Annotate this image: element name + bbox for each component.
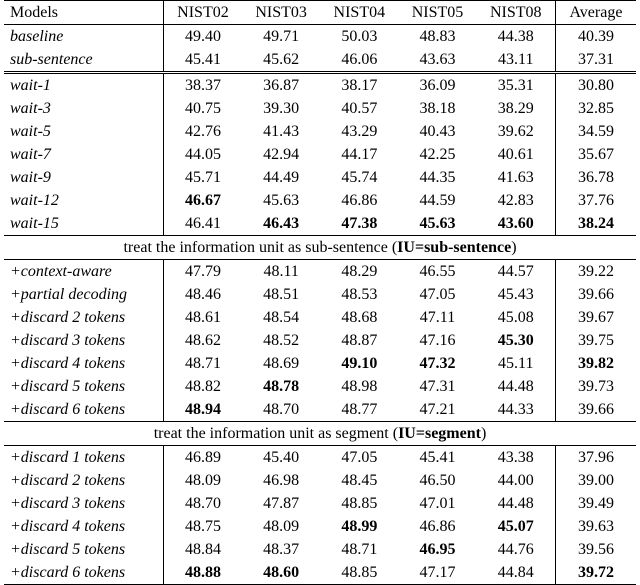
section-text-end: ) [511, 239, 517, 256]
score-cell: 48.46 [184, 286, 221, 303]
score-cell: 44.33 [477, 398, 556, 422]
header-models: Models [4, 1, 163, 25]
model-name-cell: +discard 4 tokens [4, 515, 163, 538]
score-cell: 44.38 [477, 25, 556, 49]
score-cell: 48.69 [263, 355, 300, 372]
model-name-cell: +discard 1 tokens [4, 446, 163, 470]
score-cell [242, 375, 320, 398]
table-row [4, 120, 636, 143]
score-cell [555, 352, 636, 375]
model-name-cell: wait-12 [4, 189, 163, 212]
score-cell: 49.71 [263, 28, 300, 45]
table-row [4, 515, 636, 538]
table-row [4, 212, 636, 236]
table-row [4, 375, 636, 398]
score-cell: 43.38 [477, 446, 556, 470]
score-cell: 45.40 [242, 446, 320, 470]
best-score: 47.32 [419, 355, 456, 372]
results-table [4, 0, 636, 585]
best-score: 46.43 [263, 215, 300, 232]
score-cell: 45.11 [477, 352, 556, 375]
score-cell: 40.75 [184, 100, 221, 117]
score-cell: 48.71 [184, 355, 221, 372]
score-cell: 47.11 [419, 309, 456, 326]
header-row [4, 1, 636, 25]
score-cell: 44.05 [184, 146, 221, 163]
model-name-cell: wait-9 [4, 166, 163, 189]
model-name-cell: wait-5 [4, 120, 163, 143]
score-cell: 46.86 [341, 192, 378, 209]
score-cell: 41.63 [477, 166, 556, 189]
score-cell: 39.67 [577, 309, 614, 326]
score-cell: 48.77 [341, 401, 378, 418]
table-row [4, 73, 636, 98]
score-cell [555, 212, 636, 236]
score-cell [163, 189, 242, 212]
model-name-cell: +discard 2 tokens [4, 469, 163, 492]
best-score: 45.30 [497, 332, 534, 349]
score-cell: 32.85 [577, 100, 614, 117]
table-row [4, 446, 636, 470]
score-cell: 42.25 [419, 146, 456, 163]
score-cell: 39.22 [555, 260, 636, 284]
score-cell: 48.11 [242, 260, 320, 284]
score-cell: 42.76 [184, 123, 221, 140]
score-cell: 47.05 [419, 286, 456, 303]
score-cell: 46.89 [163, 446, 242, 470]
table-row [4, 352, 636, 375]
score-cell: 48.62 [184, 332, 221, 349]
best-score: 39.72 [577, 564, 614, 581]
score-cell: 45.43 [477, 283, 556, 306]
score-cell: 40.39 [577, 28, 614, 45]
best-score: 48.88 [184, 564, 221, 581]
score-cell: 43.11 [477, 48, 556, 73]
score-cell: 50.03 [341, 28, 378, 45]
score-cell: 36.09 [398, 73, 476, 98]
table-row [4, 143, 636, 166]
score-cell: 48.70 [184, 495, 221, 512]
score-cell: 44.00 [477, 469, 556, 492]
best-score: 46.67 [184, 192, 221, 209]
table-row [4, 48, 636, 73]
best-score: 45.07 [497, 518, 534, 535]
score-cell: 48.61 [184, 309, 221, 326]
score-cell [320, 515, 398, 538]
score-cell: 44.84 [477, 561, 556, 585]
score-cell [398, 538, 476, 561]
score-cell: 44.35 [419, 169, 456, 186]
table-row [4, 260, 636, 284]
best-score: 47.38 [341, 215, 378, 232]
score-cell: 46.50 [419, 472, 456, 489]
score-cell: 47.05 [320, 446, 398, 470]
section-header [4, 422, 636, 446]
table-row [4, 25, 636, 49]
score-cell: 37.31 [577, 51, 614, 68]
score-cell: 47.21 [419, 401, 456, 418]
table-row [4, 398, 636, 422]
score-cell: 44.17 [341, 146, 378, 163]
score-cell: 48.37 [263, 541, 300, 558]
score-cell: 47.31 [419, 378, 456, 395]
score-cell: 45.62 [263, 51, 300, 68]
score-cell: 38.18 [419, 100, 456, 117]
score-cell [320, 212, 398, 236]
score-cell: 39.75 [577, 332, 614, 349]
score-cell: 48.75 [184, 518, 221, 535]
section-text-end: ) [480, 425, 487, 442]
score-cell: 39.66 [577, 401, 614, 418]
model-name-cell: +discard 5 tokens [4, 375, 163, 398]
score-cell: 48.82 [184, 378, 221, 395]
score-cell: 48.83 [419, 28, 456, 45]
score-cell: 47.17 [398, 561, 476, 585]
score-cell: 37.76 [577, 192, 614, 209]
model-name-cell: wait-7 [4, 143, 163, 166]
model-name-cell: +discard 2 tokens [4, 306, 163, 329]
table-row [4, 97, 636, 120]
table-row [4, 492, 636, 515]
header-col: NIST03 [242, 1, 320, 25]
score-cell: 39.56 [577, 541, 614, 558]
score-cell: 47.79 [163, 260, 242, 284]
model-name-cell: sub-sentence [4, 48, 163, 73]
score-cell: 37.96 [555, 446, 636, 470]
score-cell: 44.59 [419, 192, 456, 209]
score-cell: 45.74 [341, 169, 378, 186]
score-cell: 39.00 [577, 472, 614, 489]
score-cell: 34.59 [577, 123, 614, 140]
score-cell: 45.08 [477, 306, 556, 329]
score-cell: 40.43 [419, 123, 456, 140]
score-cell: 39.63 [577, 518, 614, 535]
model-name-cell: +discard 6 tokens [4, 398, 163, 422]
model-name-cell: +discard 3 tokens [4, 492, 163, 515]
model-name-cell: wait-15 [4, 212, 163, 236]
best-score: 48.94 [184, 401, 221, 418]
score-cell: 38.29 [477, 97, 556, 120]
score-cell: 44.48 [477, 492, 556, 515]
best-score: 39.82 [577, 355, 614, 372]
score-cell: 42.94 [263, 146, 300, 163]
score-cell: 44.49 [263, 169, 300, 186]
score-cell: 47.16 [419, 332, 456, 349]
score-cell: 48.98 [341, 378, 378, 395]
score-cell: 45.63 [263, 192, 300, 209]
best-score: 49.10 [341, 355, 378, 372]
score-cell: 42.83 [477, 189, 556, 212]
score-cell: 48.52 [263, 332, 300, 349]
score-cell: 40.61 [477, 143, 556, 166]
score-cell: 48.45 [341, 472, 378, 489]
header-col: NIST05 [398, 1, 476, 25]
header-col: NIST08 [477, 1, 556, 25]
score-cell [477, 212, 556, 236]
section-label: IU=segment [398, 425, 481, 442]
score-cell: 36.78 [577, 169, 614, 186]
score-cell: 39.30 [263, 100, 300, 117]
section-label: IU=sub-sentence [397, 239, 512, 256]
score-cell: 40.57 [341, 100, 378, 117]
best-score: 43.60 [497, 215, 534, 232]
score-cell: 39.49 [577, 495, 614, 512]
model-name-cell: wait-3 [4, 97, 163, 120]
table-row [4, 538, 636, 561]
model-name-cell: +discard 5 tokens [4, 538, 163, 561]
best-score: 38.24 [577, 215, 614, 232]
table-row [4, 166, 636, 189]
score-cell: 38.37 [163, 73, 242, 98]
score-cell: 43.29 [341, 123, 378, 140]
header-col: NIST02 [163, 1, 242, 25]
table-body [4, 25, 636, 585]
score-cell: 48.85 [341, 495, 378, 512]
score-cell: 45.41 [398, 446, 476, 470]
section-header-row [4, 422, 636, 446]
score-cell: 44.57 [477, 260, 556, 284]
score-cell [320, 352, 398, 375]
section-text: treat the information unit as segment ( [153, 425, 399, 442]
model-name-cell: baseline [4, 25, 163, 49]
model-name-cell: +discard 6 tokens [4, 561, 163, 585]
score-cell: 47.01 [419, 495, 456, 512]
score-cell: 36.87 [242, 73, 320, 98]
score-cell: 35.67 [577, 146, 614, 163]
table-row [4, 283, 636, 306]
score-cell [477, 329, 556, 352]
model-name-cell: +discard 3 tokens [4, 329, 163, 352]
best-score: 45.63 [419, 215, 456, 232]
score-cell: 46.41 [184, 215, 221, 232]
table-row [4, 469, 636, 492]
score-cell: 39.66 [577, 286, 614, 303]
score-cell: 35.31 [477, 73, 556, 98]
score-cell: 46.98 [263, 472, 300, 489]
score-cell: 48.84 [184, 541, 221, 558]
score-cell: 43.63 [419, 51, 456, 68]
score-cell: 45.71 [184, 169, 221, 186]
score-cell: 38.17 [320, 73, 398, 98]
score-cell: 46.86 [419, 518, 456, 535]
model-name-cell: +partial decoding [4, 283, 163, 306]
score-cell: 48.53 [341, 286, 378, 303]
score-cell: 48.29 [320, 260, 398, 284]
score-cell: 48.68 [341, 309, 378, 326]
section-header-row [4, 236, 636, 260]
score-cell [398, 212, 476, 236]
score-cell [398, 352, 476, 375]
score-cell: 47.87 [263, 495, 300, 512]
score-cell: 46.55 [398, 260, 476, 284]
score-cell: 41.43 [263, 123, 300, 140]
score-cell: 48.87 [341, 332, 378, 349]
score-cell: 46.06 [341, 51, 378, 68]
score-cell: 48.70 [263, 401, 300, 418]
score-cell: 48.85 [320, 561, 398, 585]
score-cell [163, 398, 242, 422]
score-cell: 39.73 [577, 378, 614, 395]
section-header [4, 236, 636, 260]
score-cell [242, 212, 320, 236]
table-row [4, 329, 636, 352]
best-score: 48.99 [341, 518, 378, 535]
table-row [4, 189, 636, 212]
score-cell: 48.71 [341, 541, 378, 558]
score-cell: 48.51 [263, 286, 300, 303]
score-cell [477, 515, 556, 538]
header-col-average: Average [555, 1, 636, 25]
header-col: NIST04 [320, 1, 398, 25]
score-cell: 39.62 [477, 120, 556, 143]
score-cell: 45.41 [184, 51, 221, 68]
best-score: 48.60 [263, 564, 300, 581]
score-cell: 48.54 [263, 309, 300, 326]
section-text: treat the information unit as sub-sentence ( [123, 239, 398, 256]
model-name-cell: +context-aware [4, 260, 163, 284]
best-score: 46.95 [419, 541, 456, 558]
best-score: 48.78 [263, 378, 300, 395]
model-name-cell: +discard 4 tokens [4, 352, 163, 375]
score-cell: 48.09 [263, 518, 300, 535]
score-cell: 44.48 [477, 375, 556, 398]
score-cell: 49.40 [184, 28, 221, 45]
table-row [4, 306, 636, 329]
model-name-cell: wait-1 [4, 73, 163, 98]
score-cell: 48.09 [184, 472, 221, 489]
score-cell: 44.76 [477, 538, 556, 561]
score-cell: 30.80 [555, 73, 636, 98]
